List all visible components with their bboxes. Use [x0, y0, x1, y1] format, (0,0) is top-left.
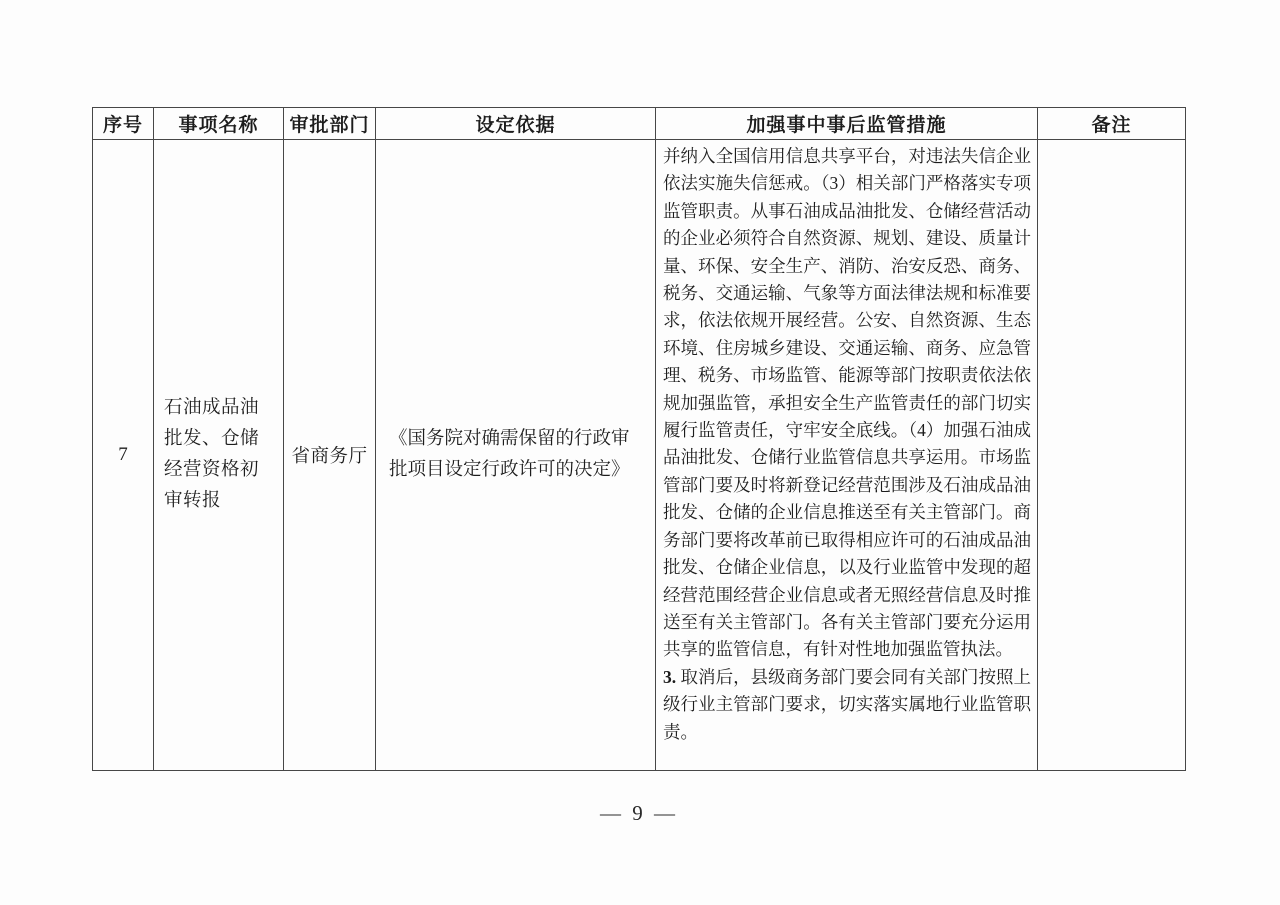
measures-paragraph-2-text: 取消后，县级商务部门要会同有关部门按照上级行业主管部门要求，切实落实属地行业监管职责。: [663, 666, 1031, 742]
column-header-remark: 备注: [1038, 108, 1186, 140]
column-header-basis: 设定依据: [376, 108, 656, 140]
column-header-seq: 序号: [93, 108, 154, 140]
cell-supervision-measures: [656, 140, 1038, 771]
page-number: — 9 —: [600, 801, 678, 825]
cell-item-name: 石油成品油批发、仓储经营资格初审转报: [154, 140, 284, 771]
column-header-dept: 审批部门: [284, 108, 376, 140]
measures-paragraph-2: [663, 664, 1031, 746]
column-header-measures: 加强事中事后监管措施: [656, 108, 1038, 140]
table-row: [93, 140, 1186, 771]
column-header-name: 事项名称: [154, 108, 284, 140]
cell-sequence-number: 7: [93, 140, 154, 771]
measures-paragraph-1: 并纳入全国信用信息共享平台，对违法失信企业依法实施失信惩戒。（3）相关部门严格落实专项监管职责。从事石油成品油批发、仓储经营活动的企业必须符合自然资源、规划、建设、质量计量、环保、安全生产、消防、治安反恐、商务、税务、交通运输、气象等方面法律法规和标准要求，依法依规开展经营。公安、自然资源、生态环境、住房城乡建设、交通运输、商务、应急管理、税务、市场监管、能源等部门按职责依法依规加强监管，承担安全生产监管责任的部门切实履行监管责任，守牢安全底线。（4）加强石油成品油批发、仓储行业监管信息共享运用。市场监管部门要及时将新登记经营范围涉及石油成品油批发、仓储的企业信息推送至有关主管部门。商务部门要将改革前已取得相应许可的石油成品油批发、仓储企业信息，以及行业监管中发现的超经营范围经营企业信息或者无照经营信息及时推送至有关主管部门。各有关主管部门要充分运用共享的监管信息，有针对性地加强监管执法。: [663, 146, 1031, 660]
table-header-row: [93, 108, 1186, 140]
measures-item-number: 3.: [663, 666, 677, 687]
cell-approval-dept: 省商务厅: [284, 140, 376, 771]
cell-remark: [1038, 140, 1186, 771]
cell-legal-basis: 《国务院对确需保留的行政审批项目设定行政许可的决定》: [376, 140, 656, 771]
supervision-measures-table: [92, 107, 1186, 771]
